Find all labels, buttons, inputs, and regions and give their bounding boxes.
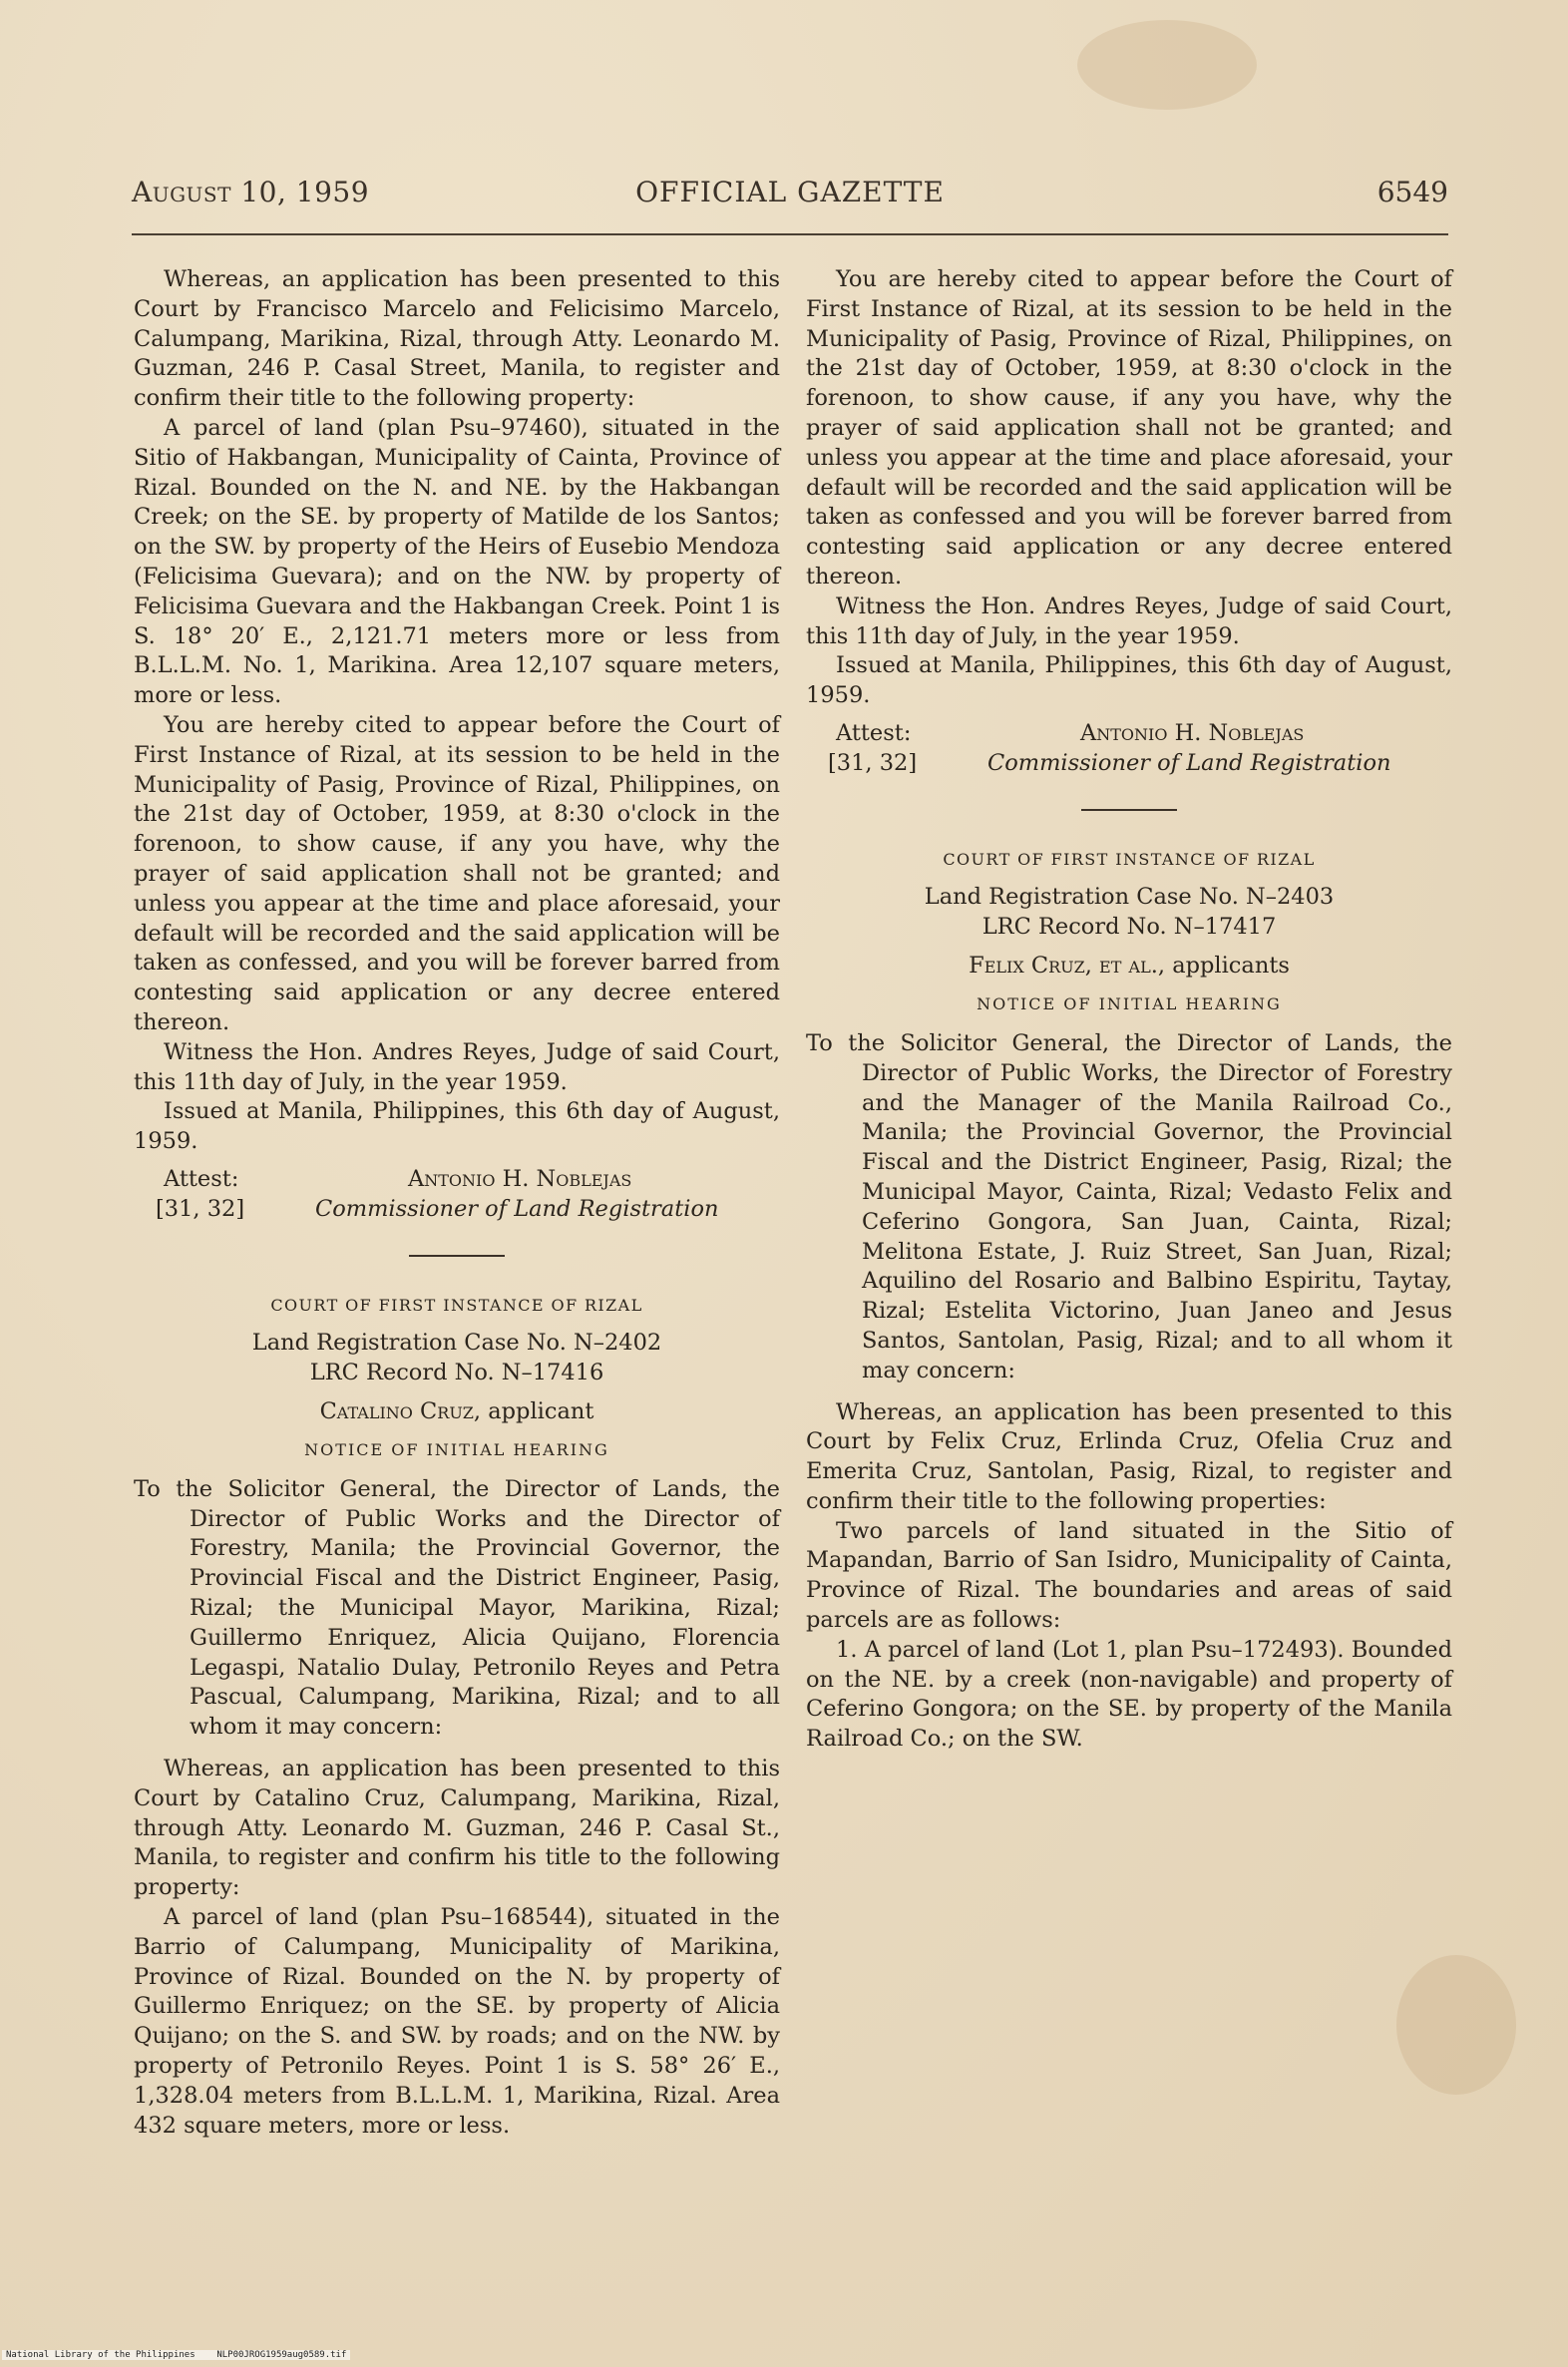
file-id: NLP00JROG1959aug0589.tif	[216, 2350, 347, 2360]
left-column	[134, 265, 780, 2141]
notice2-issued: Issued at Manila, Philippines, this 6th day of August, 1959.	[806, 652, 1452, 709]
library-name: National Library of the Philippines	[6, 2350, 196, 2360]
applicant-name: Felix Cruz, et al.	[969, 953, 1158, 980]
notice2-parcel: A parcel of land (plan Psu–168544), situated in the Barrio of Calumpang, Municipality of Marikina, Province of Rizal. Bounded on the N. by property of Guillermo Enriquez; on the SE. by property of Alicia Quijano; on the S. and SW. by roads; and on the NW. by property of Petronilo Reyes. Point 1 is S. 58° 26′ E., 1,328.04 meters from B.L.L.M. 1, Marikina, Rizal. Area 432 square meters, more or less.	[134, 1904, 780, 2139]
notice2-address: To the Solicitor General, the Director of Lands, the Director of Public Works and the Director of Forestry, Manila; the Provincial Governor, the Provincial Fiscal and the District Engineer, Pasig, Rizal; the Municipal Mayor, Marikina, Rizal; Guillermo Enriquez, Alicia Quijano, Florencia Legaspi, Natalio Dulay, Petronilo Reyes and Petra Pascual, Calumpang, Marikina, Rizal; and to all whom it may concern:	[134, 1475, 780, 1741]
section-divider	[1081, 809, 1177, 811]
applicant-role: , applicants	[1157, 953, 1290, 980]
header-rule	[132, 233, 1448, 235]
signatory-title: Commissioner of Land Registration	[315, 1195, 719, 1222]
notice1-witness: Witness the Hon. Andres Reyes, Judge of said Court, this 11th day of July, in the year 1959.	[134, 1038, 780, 1095]
notice2-applicant	[134, 1397, 780, 1427]
publication-title: OFFICIAL GAZETTE	[635, 176, 945, 208]
notice3-record-no: LRC Record No. N–17417	[981, 913, 1277, 940]
notice1-whereas: Whereas, an application has been presented to this Court by Francisco Marcelo and Felicisimo Marcelo, Calumpang, Marikina, Rizal, through Atty. Leonardo M. Guzman, 246 P. Casal Street, Manila, to register and confirm their title to the following property:	[134, 266, 780, 412]
notice2-record-no: LRC Record No. N–17416	[309, 1359, 604, 1385]
notice1-attest	[134, 1165, 780, 1225]
issue-date: August 10, 1959	[132, 176, 370, 208]
notice1-issued: Issued at Manila, Philippines, this 6th day of August, 1959.	[134, 1098, 780, 1155]
page-header	[132, 176, 1448, 223]
signatory-name: Antonio H. Noblejas	[1080, 719, 1305, 746]
right-column	[806, 265, 1452, 1755]
notice2-citation: You are hereby cited to appear before the Court of First Instance of Rizal, at its session to be held in the Municipality of Pasig, Province of Rizal, Philippines, on the 21st day of October, 1959, at 8:30 o'clock in the forenoon, to show cause, if any you have, why the prayer of said application shall not be granted; and unless you appear at the time and place aforesaid, your default will be recorded and the said application will be taken as confessed and you will be forever barred from contesting said application or any decree entered thereon.	[806, 266, 1452, 590]
notice2-title: NOTICE OF INITIAL HEARING	[304, 1440, 609, 1460]
notice3-address: To the Solicitor General, the Director of Lands, the Director of Public Works, the Director of Forestry and the Manager of the Manila Railroad Co., Manila; the Provincial Governor, the Provincial Fiscal and the District Engineer, Pasig, Rizal; the Municipal Mayor, Cainta, Rizal; Vedasto Felix and Ceferino Gongora, San Juan, Cainta, Rizal; Melitona Estate, J. Ruiz Street, San Juan, Rizal; Aquilino del Rosario and Balbino Espiritu, Taytay, Rizal; Estelita Victorino, Juan Janeo and Jesus Santos, Santolan, Pasig, Rizal; and to all whom it may concern:	[806, 1029, 1452, 1383]
spacer	[134, 1743, 780, 1755]
notice2-witness: Witness the Hon. Andres Reyes, Judge of said Court, this 11th day of July, in the year 1959.	[806, 592, 1452, 649]
section-divider	[409, 1255, 505, 1257]
notice3-title: NOTICE OF INITIAL HEARING	[977, 994, 1282, 1014]
attest-label: Attest:	[836, 719, 912, 746]
notice3-case-no: Land Registration Case No. N–2403	[924, 883, 1335, 910]
notice1-parcel: A parcel of land (plan Psu–97460), situated in the Sitio of Hakbangan, Municipality of Cainta, Province of Rizal. Bounded on the N. and NE. by the Hakbangan Creek; on the SE. by property of Matilde de los Santos; on the SW. by property of the Heirs of Eusebio Mendoza (Felicisima Guevara); and on the NW. by property of Felicisima Guevara and the Hakbangan Creek. Point 1 is S. 18° 20′ E., 2,121.71 meters more or less from B.L.L.M. No. 1, Marikina. Area 12,107 square meters, more or less.	[134, 414, 780, 709]
notice3-court: COURT OF FIRST INSTANCE OF RIZAL	[943, 849, 1316, 869]
signatory-name: Antonio H. Noblejas	[408, 1165, 632, 1192]
paper-stain	[1077, 20, 1257, 110]
applicant-role: , applicant	[473, 1398, 594, 1425]
notice3-applicant	[806, 952, 1452, 982]
page-number: 6549	[1376, 176, 1448, 208]
issue-reference: [31, 32]	[156, 1195, 245, 1222]
notice1-citation: You are hereby cited to appear before the Court of First Instance of Rizal, at its session to be held in the Municipality of Pasig, Province of Rizal, Philippines, on the 21st day of October, 1959, at 8:30 o'clock in the forenoon, to show cause, if any you have, why the prayer of said application shall not be granted; and unless you appear at the time and place aforesaid, your default will be recorded and the said application will be taken as confessed, and you will be forever barred from contesting said application or any decree entered thereon.	[134, 711, 780, 1035]
issue-reference: [31, 32]	[828, 749, 918, 776]
scan-footer	[2, 2350, 350, 2360]
notice3-whereas: Whereas, an application has been presented to this Court by Felix Cruz, Erlinda Cruz, Ofelia Cruz and Emerita Cruz, Santolan, Pasig, Rizal, to register and confirm their title to the following properties:	[806, 1398, 1452, 1514]
spacer	[806, 1386, 1452, 1398]
attest-label: Attest:	[164, 1165, 239, 1192]
notice2-court: COURT OF FIRST INSTANCE OF RIZAL	[270, 1295, 643, 1315]
paper-stain	[1396, 1955, 1516, 2095]
notice2-attest	[806, 719, 1452, 779]
notice2-whereas: Whereas, an application has been presented to this Court by Catalino Cruz, Calumpang, Marikina, Rizal, through Atty. Leonardo M. Guzman, 246 P. Casal St., Manila, to register and confirm his title to the following property:	[134, 1756, 780, 1901]
notice3-parcels-intro: Two parcels of land situated in the Sitio of Mapandan, Barrio of San Isidro, Municipality of Cainta, Province of Rizal. The boundaries and areas of said parcels are as follows:	[806, 1517, 1452, 1634]
applicant-name: Catalino Cruz	[319, 1398, 474, 1425]
signatory-title: Commissioner of Land Registration	[987, 749, 1391, 776]
notice2-case-no: Land Registration Case No. N–2402	[251, 1329, 662, 1356]
notice3-parcel-1: 1. A parcel of land (Lot 1, plan Psu–172493). Bounded on the NE. by a creek (non-navigable) and property of Ceferino Gongora; on the SE. by property of the Manila Railroad Co.; on the SW.	[806, 1636, 1452, 1753]
